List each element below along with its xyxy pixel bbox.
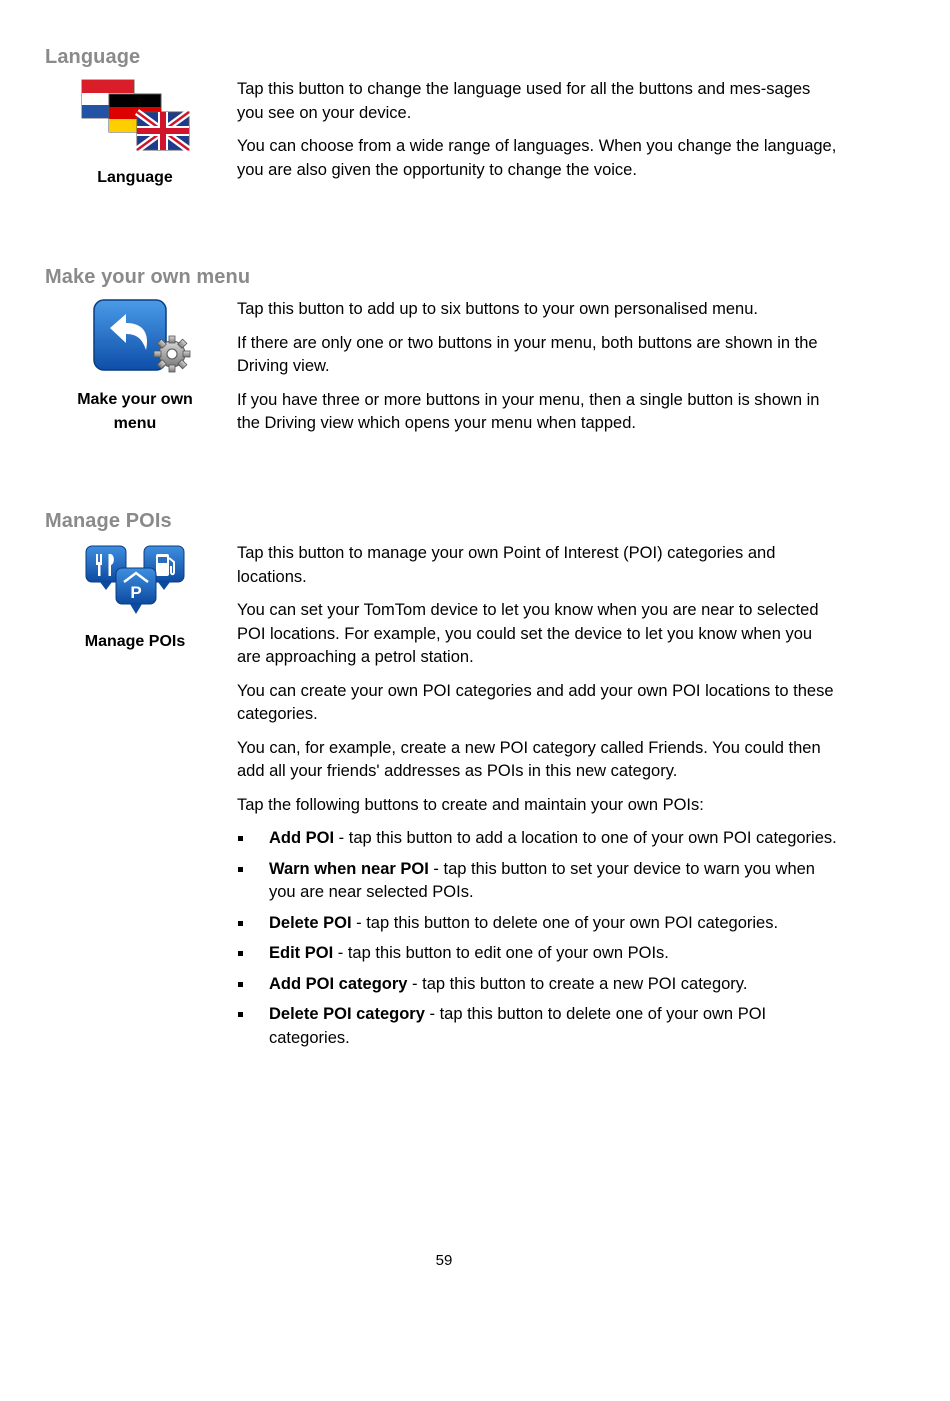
bullet-term: Delete POI category [269, 1005, 425, 1023]
section-heading-language: Language [45, 46, 141, 68]
paragraph: You can choose from a wide range of languages. When you change the language, you are also given the opportunity to change the voice. [237, 137, 837, 179]
list-item [237, 1003, 837, 1050]
bullet-text: - tap this button to edit one of your own POIs. [333, 944, 669, 962]
bullet-marker [238, 921, 243, 926]
paragraph: Tap this button to change the language used for all the buttons and mes-sages you see on your device. [237, 80, 811, 122]
manage-pois-description [237, 542, 837, 1057]
bullet-text: - tap this button to add a location to one of your own POI categories. [334, 829, 837, 847]
paragraph: If there are only one or two buttons in your menu, both buttons are shown in the Driving view. [237, 333, 818, 375]
poi-pins-icon [80, 542, 192, 620]
paragraph: Tap the following buttons to create and maintain your own POIs: [237, 795, 704, 814]
menu-gear-icon [80, 298, 192, 376]
list-item [237, 912, 837, 936]
svg-text:P: P [130, 583, 142, 602]
list-item [237, 827, 837, 851]
bullet-term: Add POI [269, 829, 335, 847]
bullet-term: Edit POI [269, 944, 334, 962]
paragraph: Tap this button to manage your own Point of Interest (POI) categories and locations. [237, 544, 776, 586]
bullet-text: - tap this button to set your device to warn you when you are near selected POIs. [269, 859, 815, 901]
make-your-own-menu-button[interactable] [60, 298, 210, 436]
language-description [237, 78, 837, 192]
bullet-text: - tap this button to create a new POI category. [407, 974, 748, 993]
bullet-term: Add POI category [269, 974, 408, 993]
paragraph: Tap this button to add up to six buttons to your own personalised menu. [237, 300, 758, 318]
paragraph: You can set your TomTom device to let you know when you are near to selected POI locations. For example, you could set the device to let you know when you are approaching a petrol station. [237, 601, 819, 666]
poi-button-list [237, 827, 837, 1050]
paragraph: If you have three or more buttons in your menu, then a single button is shown in the Driving view which opens your menu when tapped. [237, 390, 820, 432]
list-item [237, 973, 837, 997]
section-heading-menu: Make your own menu [45, 266, 251, 288]
bullet-marker [238, 951, 243, 956]
bullet-text: - tap this button to delete one of your own POI categories. [351, 913, 779, 932]
bullet-term: Warn when near POI [269, 859, 429, 878]
paragraph: You can create your own POI categories and add your own POI locations to these categories. [237, 681, 834, 723]
bullet-marker [238, 982, 243, 987]
page-number: 59 [435, 1252, 453, 1269]
manage-pois-button[interactable] [60, 542, 210, 654]
language-button[interactable] [60, 78, 210, 190]
paragraph: You can, for example, create a new POI category called Friends. You could then add all your friends' addresses as POIs in this new category. [237, 738, 821, 780]
bullet-marker [238, 1012, 243, 1017]
manage-pois-button-label: Manage POIs [84, 633, 186, 650]
section-heading-manage-pois: Manage POIs [45, 510, 172, 532]
make-your-own-menu-button-label: Make your own menu [77, 391, 193, 432]
bullet-text: - tap this button to delete one of your own POI categories. [269, 1005, 767, 1047]
bullet-marker [238, 836, 243, 841]
menu-description [237, 298, 837, 446]
bullet-term: Delete POI [269, 913, 352, 932]
language-flags-icon [80, 78, 192, 156]
language-button-label: Language [97, 169, 173, 186]
bullet-marker [238, 867, 243, 872]
list-item [237, 942, 837, 966]
list-item [237, 858, 837, 905]
